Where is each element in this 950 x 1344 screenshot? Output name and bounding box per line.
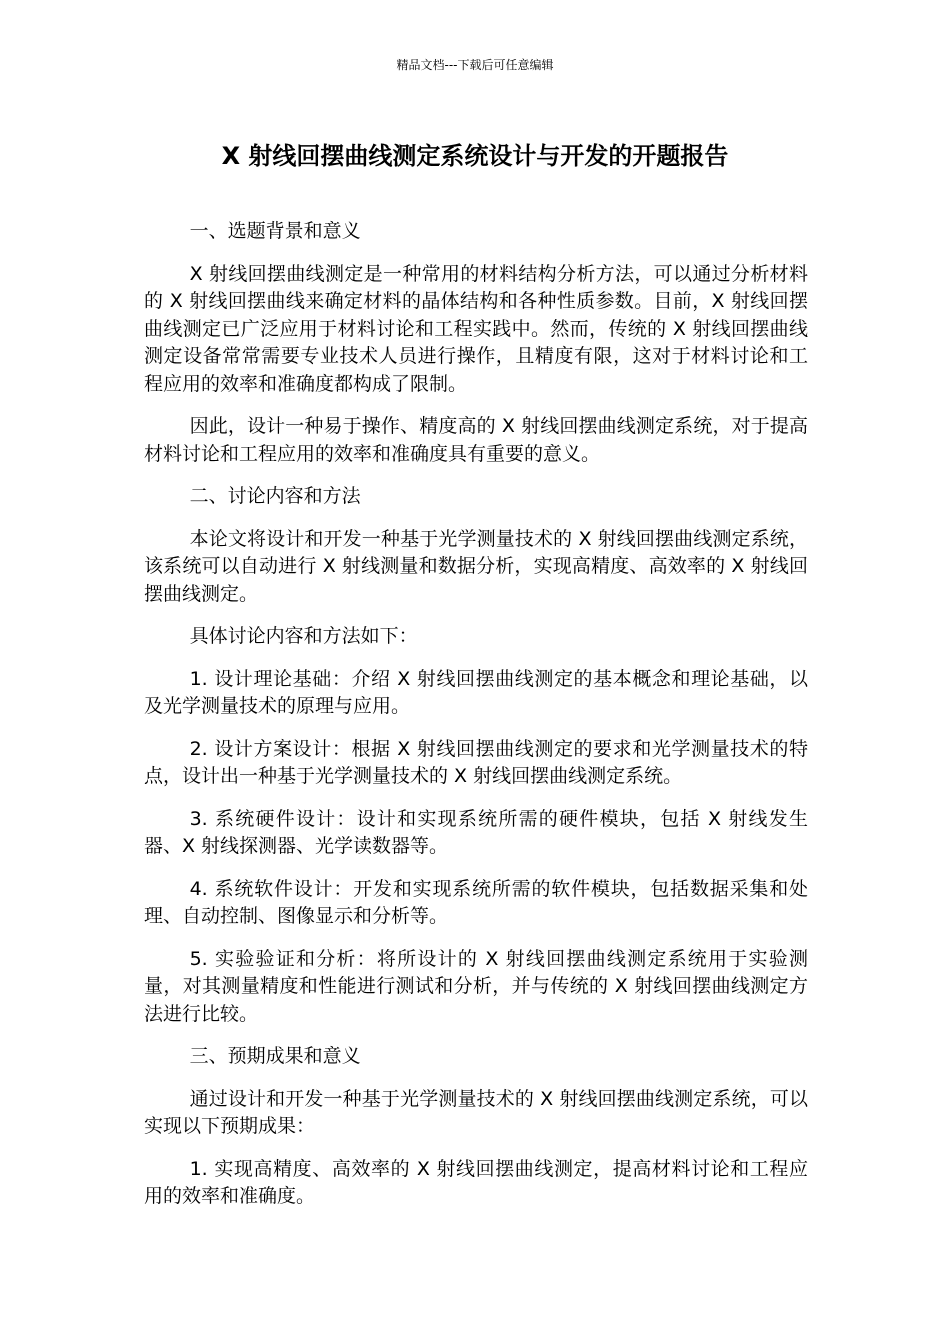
page-title: X 射线回摆曲线测定系统设计与开发的开题报告 (221, 142, 729, 170)
paragraph: 具体讨论内容和方法如下： (189, 625, 418, 647)
section-heading-expected-results: 三、预期成果和意义 (189, 1045, 361, 1067)
list-item: 2. 设计方案设计：根据 X 射线回摆曲线测定的要求和光学测量技术的特点，设计出一种基于光学测量技术的 X 射线回摆曲线测定系统。 (144, 737, 808, 787)
section-heading-content-methods: 二、讨论内容和方法 (189, 485, 361, 507)
paragraph: 本论文将设计和开发一种基于光学测量技术的 X 射线回摆曲线测定系统，该系统可以自动进行 X 射线测量和数据分析，实现高精度、高效率的 X 射线回摆曲线测定。 (144, 527, 808, 605)
list-item: 3. 系统硬件设计：设计和实现系统所需的硬件模块，包括 X 射线发生器、X 射线探测器、光学读数器等。 (144, 807, 808, 857)
paragraph: X 射线回摆曲线测定是一种常用的材料结构分析方法，可以通过分析材料的 X 射线回摆曲线来确定材料的晶体结构和各种性质参数。目前，X 射线回摆曲线测定已广泛应用于材料讨论和工程实践中。然而，传统的 X 射线回摆曲线测定设备常常需要专业技术人员进行操作，且精度有限，这对于材料讨论和工程应用的效率和准确度都构成了限制。 (144, 262, 808, 395)
list-item: 5. 实验验证和分析：将所设计的 X 射线回摆曲线测定系统用于实验测量，对其测量精度和性能进行测试和分析，并与传统的 X 射线回摆曲线测定方法进行比较。 (144, 947, 808, 1025)
list-item: 1. 实现高精度、高效率的 X 射线回摆曲线测定，提高材料讨论和工程应用的效率和准确度。 (144, 1157, 808, 1207)
list-item: 1. 设计理论基础：介绍 X 射线回摆曲线测定的基本概念和理论基础，以及光学测量技术的原理与应用。 (144, 667, 808, 717)
paragraph: 通过设计和开发一种基于光学测量技术的 X 射线回摆曲线测定系统，可以实现以下预期成果： (144, 1087, 808, 1137)
section-heading-background: 一、选题背景和意义 (189, 220, 361, 242)
header-note: 精品文档---下载后可任意编辑 (396, 58, 554, 72)
list-item: 4. 系统软件设计：开发和实现系统所需的软件模块，包括数据采集和处理、自动控制、图像显示和分析等。 (144, 877, 808, 927)
paragraph: 因此，设计一种易于操作、精度高的 X 射线回摆曲线测定系统，对于提高材料讨论和工程应用的效率和准确度具有重要的意义。 (144, 415, 808, 465)
document-body (144, 218, 808, 1226)
